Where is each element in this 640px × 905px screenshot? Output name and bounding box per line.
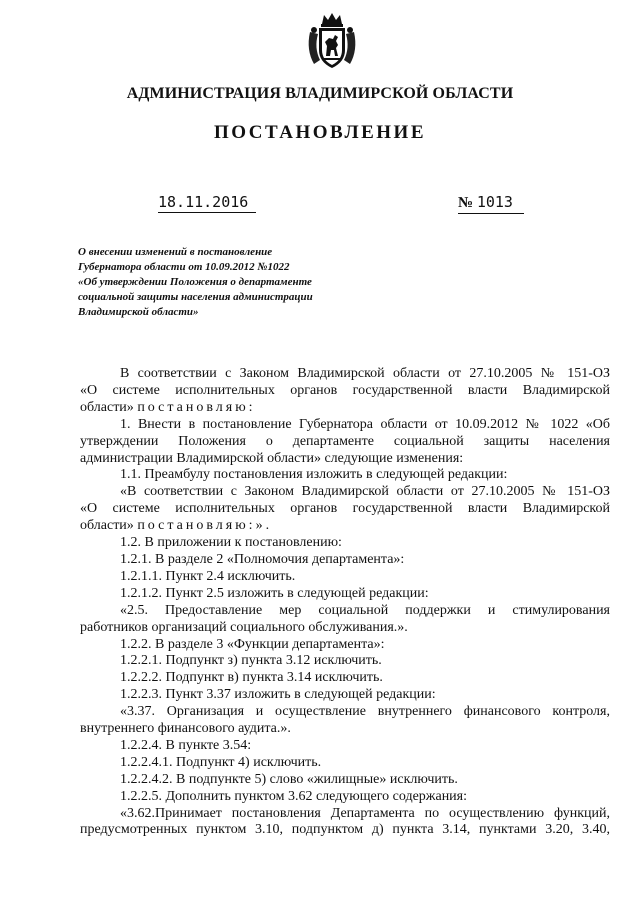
text-line: «3.62.Принимает постановления Департамента по осуществлению функций, xyxy=(120,805,610,821)
text-line: 1.2.2.2. Подпункт в) пункта 3.14 исключить. xyxy=(120,670,383,686)
text-line: 1.2.1.2. Пункт 2.5 изложить в следующей редакции: xyxy=(120,585,429,601)
text-line: «В соответствии с Законом Владимирской области от 27.10.2005 № 151-ОЗ xyxy=(120,484,610,500)
document-body xyxy=(80,366,610,839)
text-line: утверждении Положения о департаменте социальной защиты населения xyxy=(80,433,610,449)
text-line: внутреннего финансового аудита.». xyxy=(80,721,291,737)
number-sign: № xyxy=(458,195,474,211)
text-line: В соответствии с Законом Владимирской области от 27.10.2005 № 151-ОЗ xyxy=(120,366,610,381)
spaced-decree-word: постановляю:». xyxy=(137,518,273,534)
text-line: 1.2.2.5. Дополнить пунктом 3.62 следующего содержания: xyxy=(120,788,468,804)
text-line: предусмотренных пунктом 3.10, подпунктом д) пункта 3.14, пунктами 3.20, 3.40, xyxy=(80,822,610,838)
document-date: 18.11.2016 xyxy=(158,193,256,213)
text-line: 1.2.2.4.2. В подпункте 5) слово «жилищные» исключить. xyxy=(120,771,458,787)
text-fragment: области» xyxy=(80,399,134,415)
subject-line: Владимирской области» xyxy=(78,306,199,318)
text-line: работников организаций социального обслуживания.». xyxy=(80,619,408,635)
organization-title: АДМИНИСТРАЦИЯ ВЛАДИМИРСКОЙ ОБЛАСТИ xyxy=(126,85,514,102)
text-line: «О системе исполнительных органов государственной власти Владимирской xyxy=(80,501,610,517)
text-line: «О системе исполнительных органов государственной власти Владимирской xyxy=(80,382,610,398)
subject-line: «Об утверждении Положения о департаменте xyxy=(78,276,312,288)
text-line: 1. Внести в постановление Губернатора области от 10.09.2012 № 1022 «Об xyxy=(120,416,610,432)
text-line: 1.1. Преамбулу постановления изложить в следующей редакции: xyxy=(120,467,508,483)
text-line xyxy=(80,518,610,535)
text-fragment: области» xyxy=(80,518,134,534)
number-value: 1013 xyxy=(476,193,513,211)
text-line: 1.2.2.3. Пункт 3.37 изложить в следующей редакции: xyxy=(120,687,436,703)
subject-line: Губернатора области от 10.09.2012 №1022 xyxy=(78,261,290,273)
text-line: «3.37. Организация и осуществление внутреннего финансового контроля, xyxy=(120,704,610,720)
text-line: 1.2.2.4. В пункте 3.54: xyxy=(120,737,252,753)
subject-line: О внесении изменений в постановление xyxy=(78,246,273,258)
coat-of-arms-icon xyxy=(302,10,362,72)
text-line: 1.2.2.4.1. Подпункт 4) исключить. xyxy=(120,754,322,770)
text-line: 1.2.2.1. Подпункт з) пункта 3.12 исключить. xyxy=(120,653,382,669)
text-line: «2.5. Предоставление мер социальной поддержки и стимулирования xyxy=(120,602,610,618)
subject-line: социальной защиты населения администрации xyxy=(78,291,313,303)
document-type-title: ПОСТАНОВЛЕНИЕ xyxy=(213,122,427,143)
text-line: 1.2. В приложении к постановлению: xyxy=(120,535,342,551)
spaced-decree-word: постановляю: xyxy=(137,399,256,415)
text-line: администрации Владимирской области» следующие изменения: xyxy=(80,450,464,466)
text-line: 1.2.1. В разделе 2 «Полномочия департамента»: xyxy=(120,551,405,567)
document-subject xyxy=(78,245,378,320)
document-number xyxy=(458,193,524,214)
text-line: 1.2.1.1. Пункт 2.4 исключить. xyxy=(120,568,296,584)
text-line: 1.2.2. В разделе 3 «Функции департамента»: xyxy=(120,636,385,652)
text-line xyxy=(80,400,610,417)
